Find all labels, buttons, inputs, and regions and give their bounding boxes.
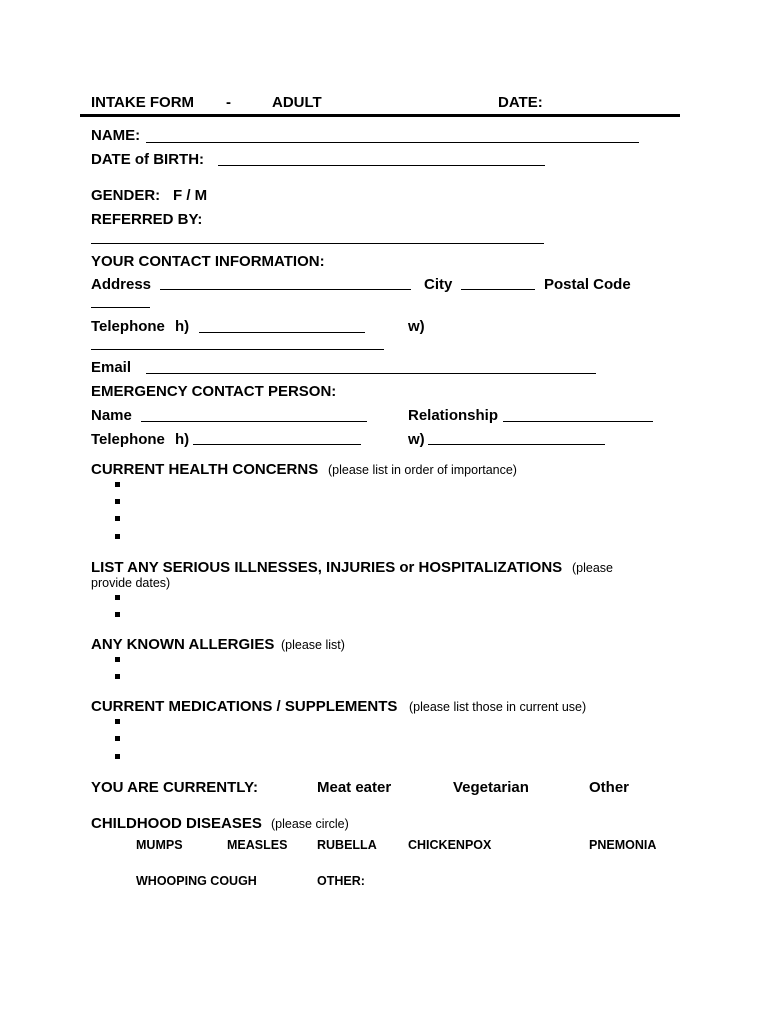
allergies-note: (please list) xyxy=(281,638,345,652)
city-label: City xyxy=(424,276,453,293)
bullet-icon xyxy=(115,499,120,504)
illnesses-note-2: provide dates) xyxy=(91,576,171,590)
bullet-icon xyxy=(115,719,120,724)
relationship-field[interactable] xyxy=(503,421,653,422)
bullet-icon xyxy=(115,674,120,679)
dob-field[interactable] xyxy=(218,165,545,166)
work-phone-field[interactable] xyxy=(91,349,384,350)
referred-by-field[interactable] xyxy=(91,243,544,244)
emergency-home-phone-field[interactable] xyxy=(193,444,361,445)
emergency-name-label: Name xyxy=(91,407,132,424)
emergency-telephone-label: Telephone xyxy=(91,431,165,448)
illnesses-note-1: (please xyxy=(572,561,613,575)
postal-code-label: Postal Code xyxy=(544,276,631,293)
emergency-work-marker: w) xyxy=(408,431,425,448)
home-phone-field[interactable] xyxy=(199,332,365,333)
medications-heading: CURRENT MEDICATIONS / SUPPLEMENTS xyxy=(91,698,398,715)
diet-option-meat-eater[interactable]: Meat eater xyxy=(317,779,392,796)
address-label: Address xyxy=(91,276,152,293)
bullet-icon xyxy=(115,736,120,741)
name-field[interactable] xyxy=(146,142,639,143)
relationship-label: Relationship xyxy=(408,407,499,424)
emergency-name-field[interactable] xyxy=(141,421,367,422)
title-dash: - xyxy=(226,94,231,111)
allergies-heading: ANY KNOWN ALLERGIES xyxy=(91,636,275,653)
bullet-icon xyxy=(115,595,120,600)
bullet-icon xyxy=(115,612,120,617)
form-audience: ADULT xyxy=(272,94,322,111)
disease-other[interactable]: OTHER: xyxy=(317,874,365,888)
disease-chickenpox[interactable]: CHICKENPOX xyxy=(408,838,492,852)
telephone-label: Telephone xyxy=(91,318,165,335)
city-field[interactable] xyxy=(461,289,535,290)
email-label: Email xyxy=(91,359,132,376)
gender-label: GENDER: xyxy=(91,187,161,204)
dob-label: DATE of BIRTH: xyxy=(91,151,205,168)
diet-label: YOU ARE CURRENTLY: xyxy=(91,779,258,796)
disease-rubella[interactable]: RUBELLA xyxy=(317,838,377,852)
contact-heading: YOUR CONTACT INFORMATION: xyxy=(91,253,325,270)
bullet-icon xyxy=(115,657,120,662)
form-title: INTAKE FORM xyxy=(91,94,195,111)
childhood-diseases-note: (please circle) xyxy=(271,817,349,831)
diet-option-other[interactable]: Other xyxy=(589,779,630,796)
medications-note: (please list those in current use) xyxy=(409,700,587,714)
bullet-icon xyxy=(115,516,120,521)
emergency-work-phone-field[interactable] xyxy=(428,444,605,445)
illnesses-heading: LIST ANY SERIOUS ILLNESSES, INJURIES or HOSPITALIZATIONS xyxy=(91,559,563,576)
childhood-diseases-heading: CHILDHOOD DISEASES xyxy=(91,815,262,832)
emergency-heading: EMERGENCY CONTACT PERSON: xyxy=(91,383,337,400)
diet-option-vegetarian[interactable]: Vegetarian xyxy=(453,779,529,796)
bullet-icon xyxy=(115,534,120,539)
referred-by-label: REFERRED BY: xyxy=(91,211,203,228)
work-marker: w) xyxy=(408,318,425,335)
home-marker: h) xyxy=(175,318,190,335)
bullet-icon xyxy=(115,482,120,487)
emergency-home-marker: h) xyxy=(175,431,190,448)
bullet-icon xyxy=(115,754,120,759)
address-field[interactable] xyxy=(160,289,411,290)
date-label: DATE: xyxy=(498,94,543,111)
header-rule xyxy=(80,114,680,117)
gender-options[interactable]: F / M xyxy=(173,187,208,204)
disease-pnemonia[interactable]: PNEMONIA xyxy=(589,838,657,852)
postal-code-field[interactable] xyxy=(91,307,150,308)
disease-whooping-cough[interactable]: WHOOPING COUGH xyxy=(136,874,257,888)
disease-mumps[interactable]: MUMPS xyxy=(136,838,183,852)
health-concerns-heading: CURRENT HEALTH CONCERNS xyxy=(91,461,319,478)
health-concerns-note: (please list in order of importance) xyxy=(328,463,517,477)
disease-measles[interactable]: MEASLES xyxy=(227,838,288,852)
email-field[interactable] xyxy=(146,373,596,374)
name-label: NAME: xyxy=(91,127,141,144)
